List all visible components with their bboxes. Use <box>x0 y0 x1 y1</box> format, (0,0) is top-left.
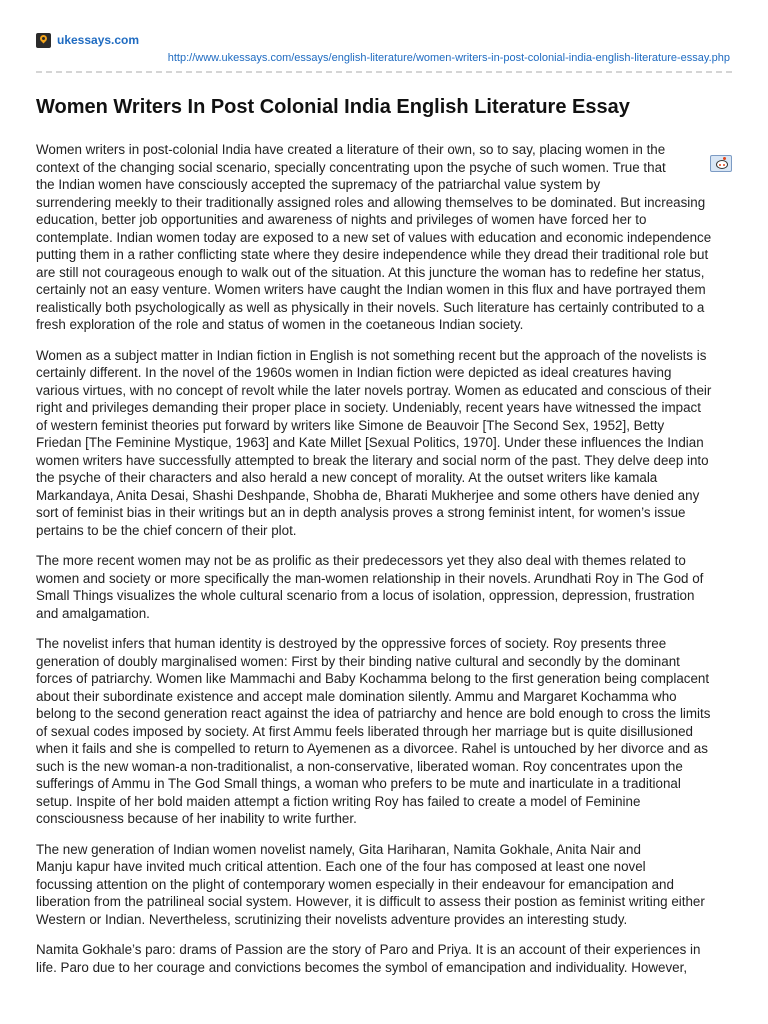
paragraph-line: about their subordinate existence and accept male domination silently. Ammu and Margaret Kochamma who <box>36 688 677 704</box>
paragraph-line: Western or Indian. Nevertheless, scrutinizing their novelists adventure provides an interesting study. <box>36 911 628 927</box>
paragraph-line: education, better job opportunities and awareness of nights and privileges of women have forced her to <box>36 212 647 227</box>
paragraph-line: right and privileges demanding their proper place in society. Undeniably, recent years have witnessed the impact <box>36 400 701 415</box>
paragraph-line: consciousness because of her inability to write further. <box>36 811 357 826</box>
paragraph-line: certainly different. In the novel of the 1960s women in Indian fiction were depicted as ideal creatures having <box>36 365 672 380</box>
paragraph-line: belong to the second generation react against the idea of patriarchy and hence are bold enough to cross the limits <box>36 706 711 721</box>
paragraph-line: Small Things visualizes the whole cultural scenario from a locus of isolation, oppression, depression, frustration <box>36 588 695 603</box>
paragraph-line: the psyche of their characters and also herald a new concept of morality. At the outset writers like kamala <box>36 470 658 485</box>
paragraph-line: fresh exploration of the role and status of women in the coetaneous Indian society. <box>36 317 524 332</box>
paragraph-line: Namita Gokhale’s paro: drams of Passion are the story of Paro and Priya. It is an account of their experiences in <box>36 942 701 957</box>
paragraph-line: such is the new woman-a non-traditionalist, a non-conservative, liberated woman. Roy concentrates upon the <box>36 758 683 774</box>
article-paragraph <box>36 635 736 828</box>
paragraph-line: generation of doubly marginalised women: First by their binding native cultural and secondly by the dominant <box>36 653 680 669</box>
paragraph-line: sort of feminist bias in their writings but an in depth analysis proves a strong feminist intent, for women’s issue <box>36 505 686 520</box>
paragraph-line: The novelist infers that human identity is destroyed by the oppressive forces of society. Roy presents three <box>36 636 667 651</box>
paragraph-line: life. Paro due to her courage and convictions becomes the symbol of emancipation and individuality. However, <box>36 959 688 975</box>
page-title: Women Writers In Post Colonial India English Literature Essay <box>36 96 630 118</box>
paragraph-line: contemplate. Indian women today are exposed to a new set of values with education and economic independence <box>36 229 712 245</box>
paragraph-line: focussing attention on the plight of contemporary women especially in their endeavour for emancipation and <box>36 876 674 892</box>
paragraph-line: liberation from the patrilineal social system. However, it is difficult to assess their postion as feminist writing either <box>36 894 705 909</box>
paragraph-line: The new generation of Indian women novelist namely, Gita Hariharan, Namita Gokhale, Anita Nair and <box>36 841 641 857</box>
paragraph-line: women and society or more specifically the man-women relationship in their novels. Arundhati Roy in The God of <box>36 570 704 586</box>
article-paragraph <box>36 552 736 622</box>
paragraph-line: putting them in a rather conflicting state where they desire independence while they dread their traditional role but <box>36 247 709 262</box>
paragraph-line: forces of patriarchy. Women like Mammachi and Baby Kochamma belong to the first generation being complacent <box>36 671 710 686</box>
paragraph-line: context of the changing social scenario, specially concentrating upon the psyche of such women. True that <box>36 159 666 175</box>
article-paragraph <box>36 941 736 976</box>
paragraph-line: and amalgamation. <box>36 605 150 621</box>
paragraph-line: the Indian women have consciously accepted the supremacy of the patriarchal value system by <box>36 177 601 192</box>
article-paragraph <box>36 841 736 929</box>
site-name-link[interactable]: ukessays.com <box>57 33 140 47</box>
paragraph-line: are still not courageous enough to walk out of the situation. At this juncture the woman has to redefine her status, <box>36 264 705 280</box>
header-divider <box>36 71 732 73</box>
paragraph-line: realistically both psychologically as well as physically in their novels. Such literature has certainly contributed to a <box>36 299 705 315</box>
paragraph-line: Manju kapur have invited much critical attention. Each one of the four has composed at least one novel <box>36 859 646 874</box>
paragraph-line: setup. Inspite of her bold maiden attempt a fiction writing Roy has failed to create a model of Feminine <box>36 793 641 809</box>
paragraph-line: The more recent women may not be as prolific as their predecessors yet they also deal with themes related to <box>36 553 686 568</box>
paragraph-line: surrendering meekly to their traditionally assigned roles and allowing themselves to be dominated. But increasing <box>36 194 706 210</box>
paragraph-line: women writers have successfully attempted to break the literary and social norm of the past. They delve deep into <box>36 452 709 468</box>
paragraph-line: certainly not an easy venture. Women writers have caught the Indian women in this flux and have portrayed them <box>36 282 706 297</box>
page-header <box>36 31 736 64</box>
paragraph-line: pertains to be the chief concern of their plot. <box>36 522 297 538</box>
paragraph-line: Women as a subject matter in Indian fiction in English is not something recent but the approach of the novelists is <box>36 347 707 363</box>
paragraph-line: Friedan [The Feminine Mystique, 1963] and Kate Millet [Sexual Politics, 1970]. Under these influences the Indian <box>36 435 704 450</box>
article-paragraph <box>36 347 736 540</box>
ukessays-logo-icon <box>36 33 51 48</box>
article-paragraph <box>36 141 736 334</box>
paragraph-line: sufferings of Ammu in The God Small things, a woman who prefers to be mute and inarticulate in a traditional <box>36 776 681 791</box>
paragraph-line: Markandaya, Anita Desai, Shashi Deshpande, Shobha de, Bharati Mukherjee and some others have denied any <box>36 487 700 503</box>
article-body <box>36 141 736 989</box>
brand-row <box>36 31 736 49</box>
source-url-link[interactable]: http://www.ukessays.com/essays/english-literature/women-writers-in-post-colonial-india-english-literature-essay.php <box>167 52 730 64</box>
paragraph-line: Women writers in post-colonial India have created a literature of their own, so to say, placing women in the <box>36 142 666 157</box>
paragraph-line: various virtues, with no concept of revolt while the later novels portray. Women as educated and conscious of their <box>36 382 712 398</box>
paragraph-line: of sexual codes imposed by society. At first Ammu feels liberated through her marriage but is quite disillusioned <box>36 723 693 739</box>
paragraph-line: of western feminist theories put forward by writers like Simone de Beauvoir [The Second Sex, 1952], Betty <box>36 417 665 433</box>
paragraph-line: when it fails and she is compelled to return to Ayemenen as a divorcee. Rahel is untouched by her divorce and as <box>36 741 708 756</box>
